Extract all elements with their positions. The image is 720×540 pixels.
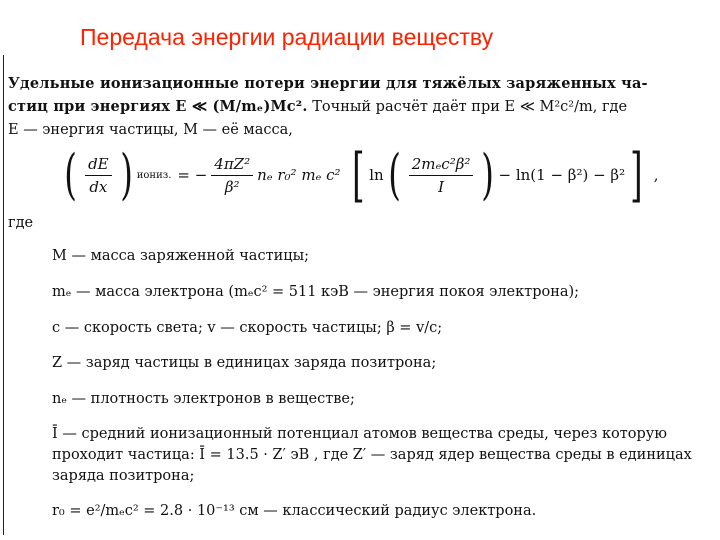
intro-line-1: Удельные ионизационные потери энергии для тяжёлых заряженных ча- [8, 75, 648, 92]
intro-line-2-lead: стиц при энергиях E ≪ (M/mₑ)Mc². [8, 98, 308, 115]
equals-sign: = − [177, 166, 208, 184]
lhs-subscript: иониз. [136, 169, 172, 181]
definition-electron-mass: mₑ — масса электрона (mₑc² = 511 кэВ — энергия покоя электрона); [52, 284, 580, 300]
bethe-formula [60, 140, 660, 210]
definition-electron-density: nₑ — плотность электронов в веществе; [52, 391, 355, 407]
ln-label: ln [369, 166, 384, 184]
intro-line-3: E — энергия частицы, M — её масса, [8, 122, 293, 138]
right-bracket: ] [630, 141, 643, 209]
right-paren: ) [119, 143, 133, 206]
formula-factors: nₑ r₀² mₑ c² [257, 166, 341, 184]
coefficient-denominator: β² [224, 177, 240, 196]
ln-left-paren: ( [387, 143, 401, 206]
slide-title: Передача энергии радиации веществу [80, 24, 494, 50]
left-vertical-rule [3, 55, 4, 535]
left-paren: ( [64, 143, 77, 206]
ln-numerator: 2mₑc²β² [409, 155, 474, 176]
definition-classical-radius: r₀ = e²/mₑc² = 2.8 · 10⁻¹³ см — классический радиус электрона. [52, 503, 537, 519]
intro-paragraph [8, 72, 714, 142]
intro-line-2-rest: Точный расчёт даёт при E ≪ M²c²/m, где [307, 99, 628, 115]
definition-charge: Z — заряд частицы в единицах заряда позитрона; [52, 355, 437, 371]
left-bracket: [ [351, 141, 365, 209]
ln-denominator: I [438, 177, 445, 196]
coefficient-numerator: 4πZ² [211, 155, 253, 176]
definition-mass: M — масса заряженной частицы; [52, 248, 310, 264]
definition-speed: c — скорость света; v — скорость частицы; β = v/c; [52, 320, 443, 336]
formula-trailing-comma: , [653, 166, 659, 184]
lhs-fraction [85, 155, 112, 196]
ln-fraction [409, 155, 474, 196]
definition-ionization-potential: Ī — средний ионизационный потенциал атомов вещества среды, через которую проходит частица: Ī = 13.5 · Z′ эВ , где Z′ — заряд ядер вещества среды в единицах заряда позитрона; [52, 426, 692, 484]
intro-line-2 [8, 95, 714, 119]
coefficient-fraction [211, 155, 253, 196]
lhs-numerator: dE [85, 155, 112, 176]
where-label: где [8, 215, 34, 231]
lhs-denominator: dx [89, 177, 108, 196]
formula-rest: − ln(1 − β²) − β² [498, 166, 626, 184]
ln-right-paren: ) [481, 143, 495, 206]
